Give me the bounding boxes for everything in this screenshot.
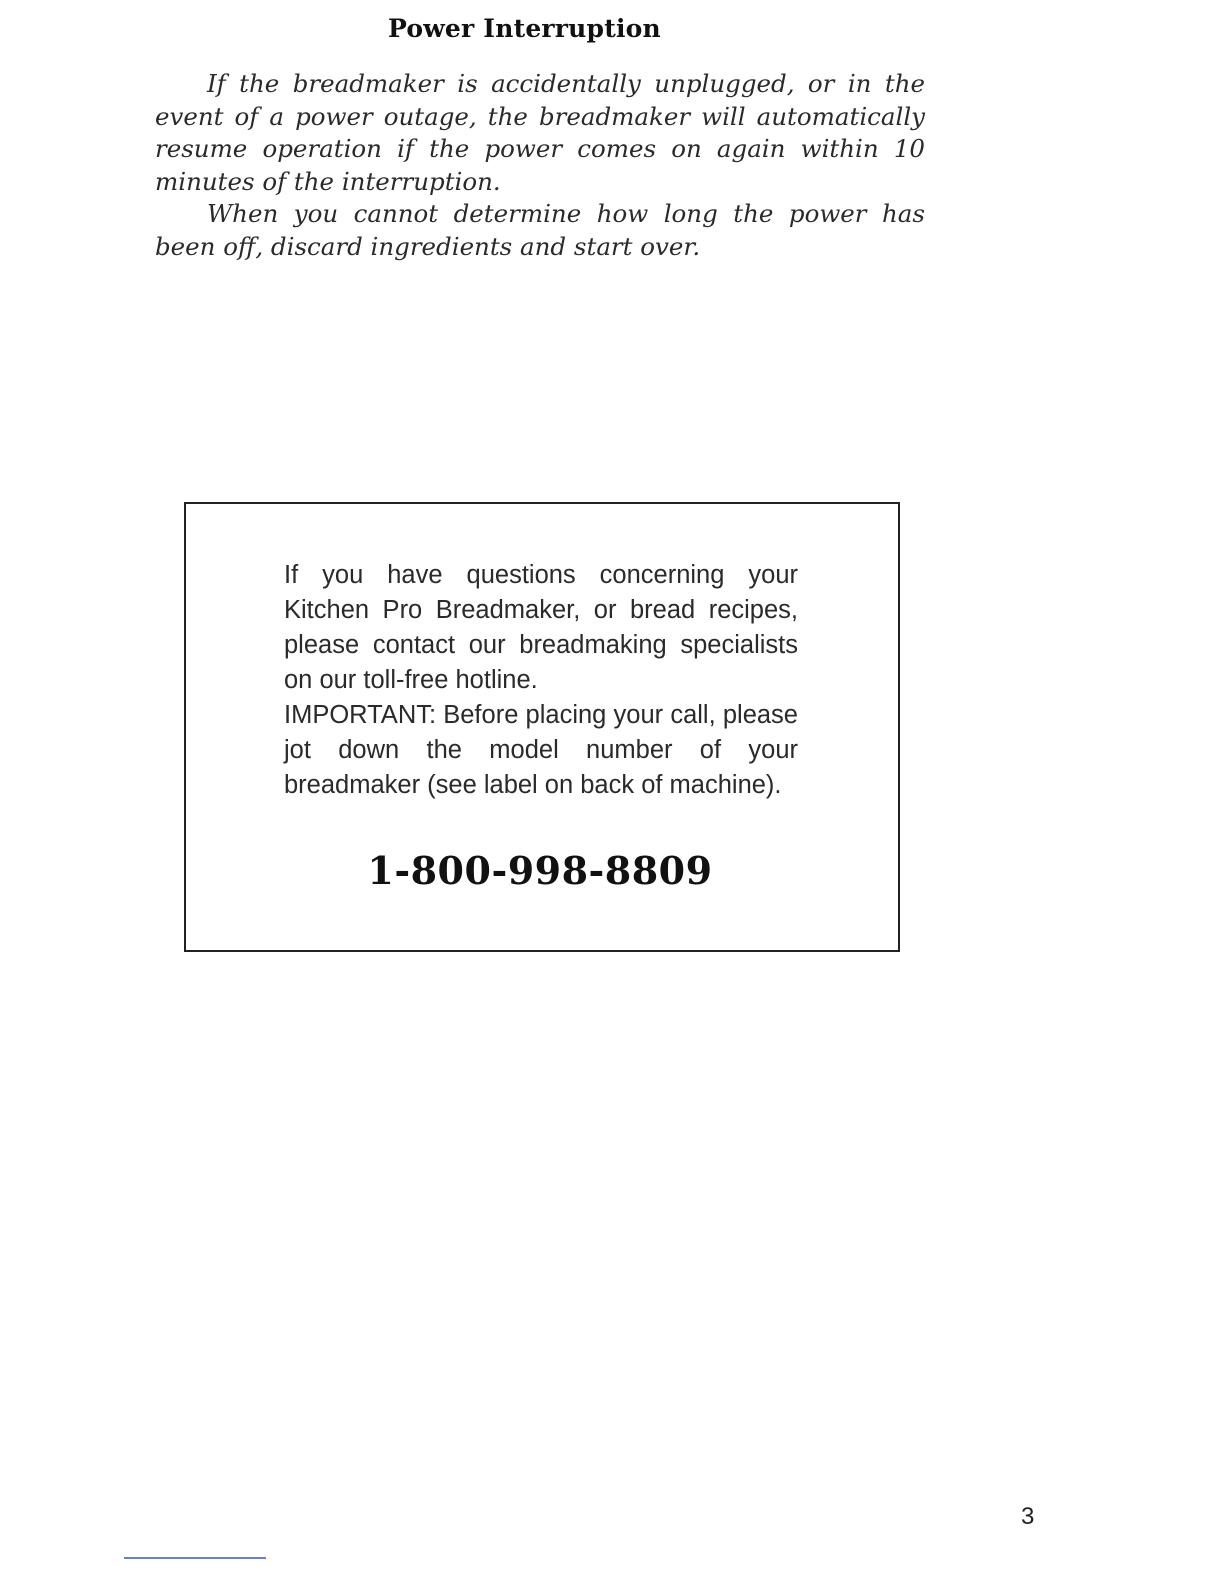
hotline-contact-box [184, 502, 900, 952]
paragraph-discard: When you cannot determine how long the power has been off, discard ingredients and start over. [155, 199, 925, 261]
paragraph-unplugged: If the breadmaker is accidentally unplugged, or in the event of a power outage, the breadmaker will automatically resume operation if the power comes on again within 10 minutes of the interruption. [155, 69, 925, 196]
footer-divider [124, 1557, 266, 1559]
section-title: Power Interruption [388, 14, 661, 43]
hotline-phone-number: 1-800-998-8809 [367, 848, 713, 893]
page-number: 3 [1021, 1503, 1035, 1530]
power-interruption-text [155, 68, 925, 263]
hotline-important-text: IMPORTANT: Before placing your call, please jot down the model number of your breadmaker (see label on back of machine). [284, 701, 798, 799]
hotline-questions-text: If you have questions concerning your Kitchen Pro Breadmaker, or bread recipes, please contact our breadmaking specialists on our toll-free hotline. [284, 561, 798, 694]
hotline-instructions [284, 558, 798, 803]
